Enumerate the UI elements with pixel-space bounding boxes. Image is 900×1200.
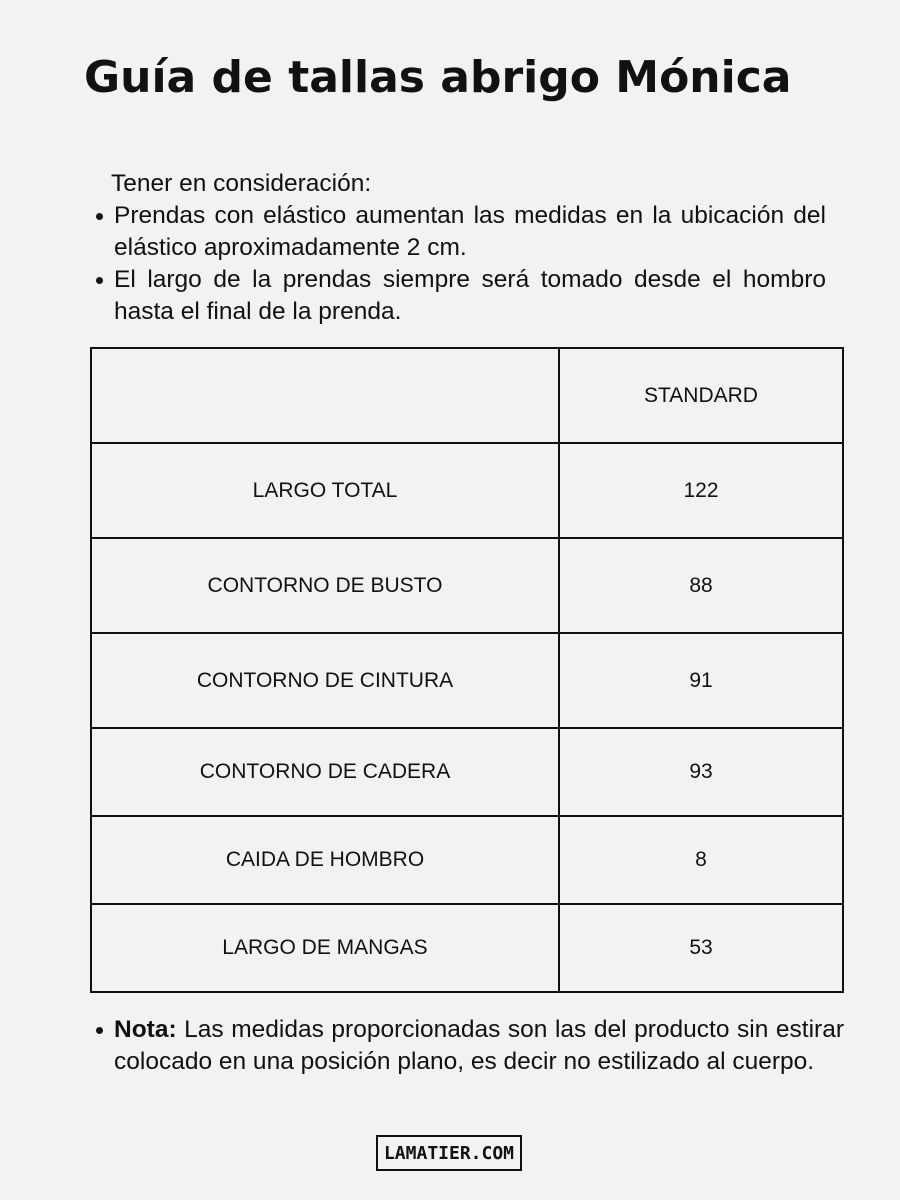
row-value: 88	[559, 538, 843, 633]
table-row	[91, 904, 843, 992]
row-value: 8	[559, 816, 843, 904]
notes-section	[96, 168, 826, 328]
header-standard: STANDARD	[559, 348, 843, 443]
notes-intro: Tener en consideración:	[111, 170, 372, 197]
row-label: CONTORNO DE BUSTO	[91, 538, 559, 633]
page-title: Guía de tallas abrigo Mónica	[84, 52, 792, 103]
size-table	[90, 347, 844, 993]
footnote-text: Las medidas proporcionadas son las del producto sin estirar colocado en una posición plano, es decir no estilizado al cuerpo.	[114, 1016, 844, 1075]
table-header-row	[91, 348, 843, 443]
row-value: 93	[559, 728, 843, 816]
row-label: CONTORNO DE CINTURA	[91, 633, 559, 728]
table-row	[91, 538, 843, 633]
row-value: 91	[559, 633, 843, 728]
table-row	[91, 443, 843, 538]
table-row	[91, 728, 843, 816]
footnote	[96, 1014, 844, 1078]
note-bullet-elastic: Prendas con elástico aumentan las medidas en la ubicación del elástico aproximadamente 2 cm.	[96, 200, 826, 264]
note-bullet-length: El largo de la prendas siempre será tomado desde el hombro hasta el final de la prenda.	[96, 264, 826, 328]
table-row	[91, 816, 843, 904]
row-label: LARGO TOTAL	[91, 443, 559, 538]
row-label: LARGO DE MANGAS	[91, 904, 559, 992]
table-row	[91, 633, 843, 728]
row-label: CAIDA DE HOMBRO	[91, 816, 559, 904]
brand-logo: LAMATIER.COM	[376, 1135, 522, 1171]
row-value: 122	[559, 443, 843, 538]
row-label: CONTORNO DE CADERA	[91, 728, 559, 816]
row-value: 53	[559, 904, 843, 992]
footnote-label: Nota:	[114, 1016, 177, 1043]
header-empty-cell	[91, 348, 559, 443]
